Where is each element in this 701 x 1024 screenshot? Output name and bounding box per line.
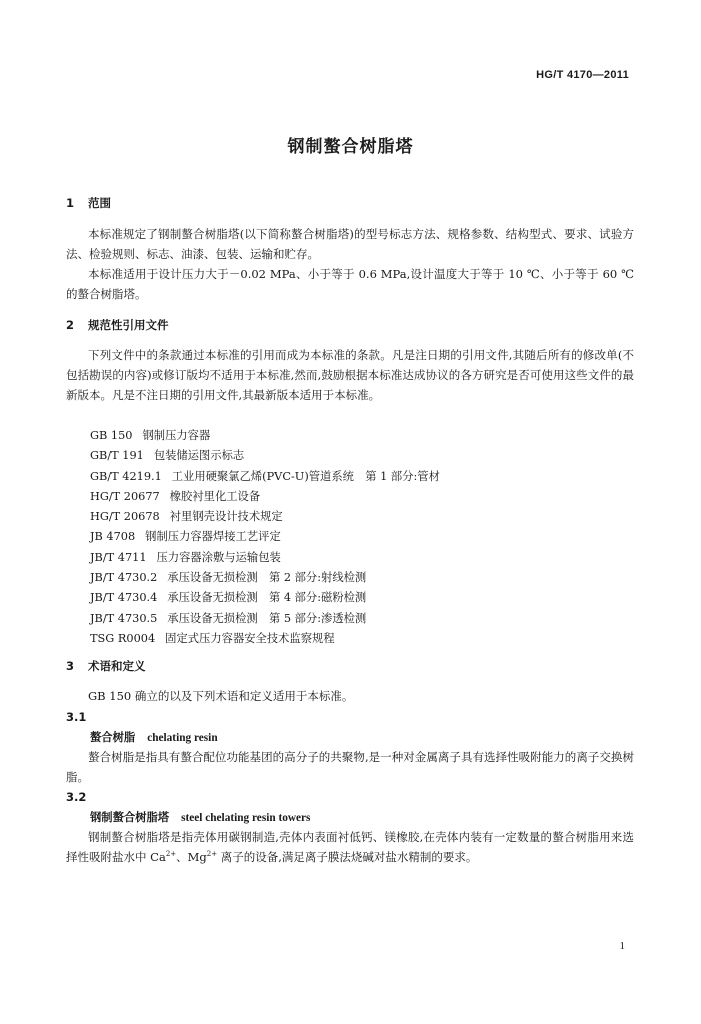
- section-3-paragraph-1: GB 150 确立的以及下列术语和定义适用于本标准。: [88, 689, 354, 703]
- reference-name: 压力容器涂敷与运输包装: [156, 550, 281, 564]
- reference-name: 包装储运图示标志: [153, 449, 245, 463]
- reference-item: [90, 527, 440, 547]
- calcium-charge: 2+: [165, 850, 177, 859]
- term-3-2-en: steel chelating resin towers: [181, 812, 311, 824]
- term-3-2-heading: [90, 809, 310, 825]
- reference-name: 承压设备无损检测 第 5 部分:渗透检测: [167, 611, 367, 625]
- section-2-number: 2: [66, 318, 75, 332]
- section-1-number: 1: [66, 196, 75, 210]
- term-3-2-def-part2: 、Mg: [176, 850, 207, 864]
- section-3-heading: [66, 658, 146, 674]
- reference-code: HG/T 20678: [90, 510, 160, 524]
- term-3-2-def-part3: 离子的设备,满足离子膜法烧碱对盐水精制的要求。: [217, 850, 478, 864]
- reference-item: [90, 609, 440, 629]
- reference-name: 衬里钢壳设计技术规定: [169, 510, 283, 524]
- reference-code: JB/T 4730.5: [90, 611, 158, 625]
- page-number: 1: [619, 940, 625, 952]
- section-3-title: 术语和定义: [88, 659, 146, 673]
- document-title: 钢制螯合树脂塔: [287, 137, 414, 157]
- reference-item: [90, 568, 440, 588]
- reference-code: JB/T 4730.2: [90, 571, 158, 585]
- magnesium-charge: 2+: [206, 850, 218, 859]
- section-1-paragraph-2: 本标准适用于设计压力大于－0.02 MPa、小于等于 0.6 MPa,设计温度大于等于 10 ℃、小于等于 60 ℃的螯合树脂塔。: [66, 267, 634, 301]
- reference-code: JB/T 4730.4: [90, 591, 158, 605]
- reference-item: [90, 507, 440, 527]
- reference-name: 橡胶衬里化工设备: [169, 489, 261, 503]
- reference-code: GB 150: [90, 429, 133, 442]
- reference-name: 钢制压力容器: [142, 429, 211, 442]
- section-1-paragraph-1: 本标准规定了钢制螯合树脂塔(以下简称螯合树脂塔)的型号标志方法、规格参数、结构型式、要求、试验方法、检验规则、标志、油漆、包装、运输和贮存。: [66, 227, 634, 261]
- section-1-heading: [66, 195, 111, 211]
- section-2-paragraph-1: 下列文件中的条款通过本标准的引用而成为本标准的条款。凡是注日期的引用文件,其随后所有的修改单(不包括勘误的内容)或修订版均不适用于本标准,然而,鼓励根据本标准达成协议的各方研究是否可使用这些文件的最新版本。凡是不注日期的引用文件,其最新版本适用于本标准。: [66, 348, 634, 402]
- reference-code: GB/T 4219.1: [90, 469, 162, 483]
- reference-code: HG/T 20677: [90, 489, 160, 503]
- reference-code: GB/T 191: [90, 449, 144, 463]
- reference-name: 钢制压力容器焊接工艺评定: [145, 530, 281, 544]
- reference-item: [90, 629, 440, 649]
- standard-code: HG/T 4170—2011: [536, 69, 629, 81]
- reference-name: 固定式压力容器安全技术监察规程: [165, 631, 335, 645]
- term-3-1-number: 3.1: [66, 710, 87, 724]
- reference-item: [90, 426, 440, 446]
- reference-name: 承压设备无损检测 第 2 部分:射线检测: [167, 571, 367, 585]
- term-3-2-number: 3.2: [66, 790, 87, 804]
- section-2-heading: [66, 317, 169, 333]
- term-3-1-definition: 螯合树脂是指具有螯合配位功能基团的高分子的共聚物,是一种对金属离子具有选择性吸附能力的离子交换树脂。: [66, 750, 634, 784]
- term-3-1-zh: 螯合树脂: [90, 731, 136, 744]
- reference-item: [90, 467, 440, 487]
- term-3-2-zh: 钢制螯合树脂塔: [90, 811, 170, 824]
- reference-item: [90, 487, 440, 507]
- term-3-2-definition: [66, 827, 634, 867]
- reference-name: 工业用硬聚氯乙烯(PVC-U)管道系统 第 1 部分:管材: [171, 469, 440, 483]
- section-1-title: 范围: [88, 196, 111, 210]
- term-3-1-en: chelating resin: [147, 732, 218, 744]
- reference-code: JB/T 4711: [90, 550, 147, 564]
- reference-item: [90, 588, 440, 608]
- term-3-1-heading: [90, 729, 218, 745]
- reference-code: TSG R0004: [90, 631, 156, 645]
- section-3-number: 3: [66, 659, 75, 673]
- reference-code: JB 4708: [90, 530, 136, 544]
- reference-item: [90, 548, 440, 568]
- reference-item: [90, 446, 440, 466]
- term-3-2-def-part1: 钢制螯合树脂塔是指壳体用碳钢制造,壳体内表面衬低钙、镁橡胶,在壳体内装有一定数量的螯合树脂用来选择性吸附盐水中 Ca: [66, 830, 634, 864]
- normative-references-list: [90, 426, 440, 649]
- section-2-title: 规范性引用文件: [88, 318, 169, 332]
- reference-name: 承压设备无损检测 第 4 部分:磁粉检测: [167, 591, 367, 605]
